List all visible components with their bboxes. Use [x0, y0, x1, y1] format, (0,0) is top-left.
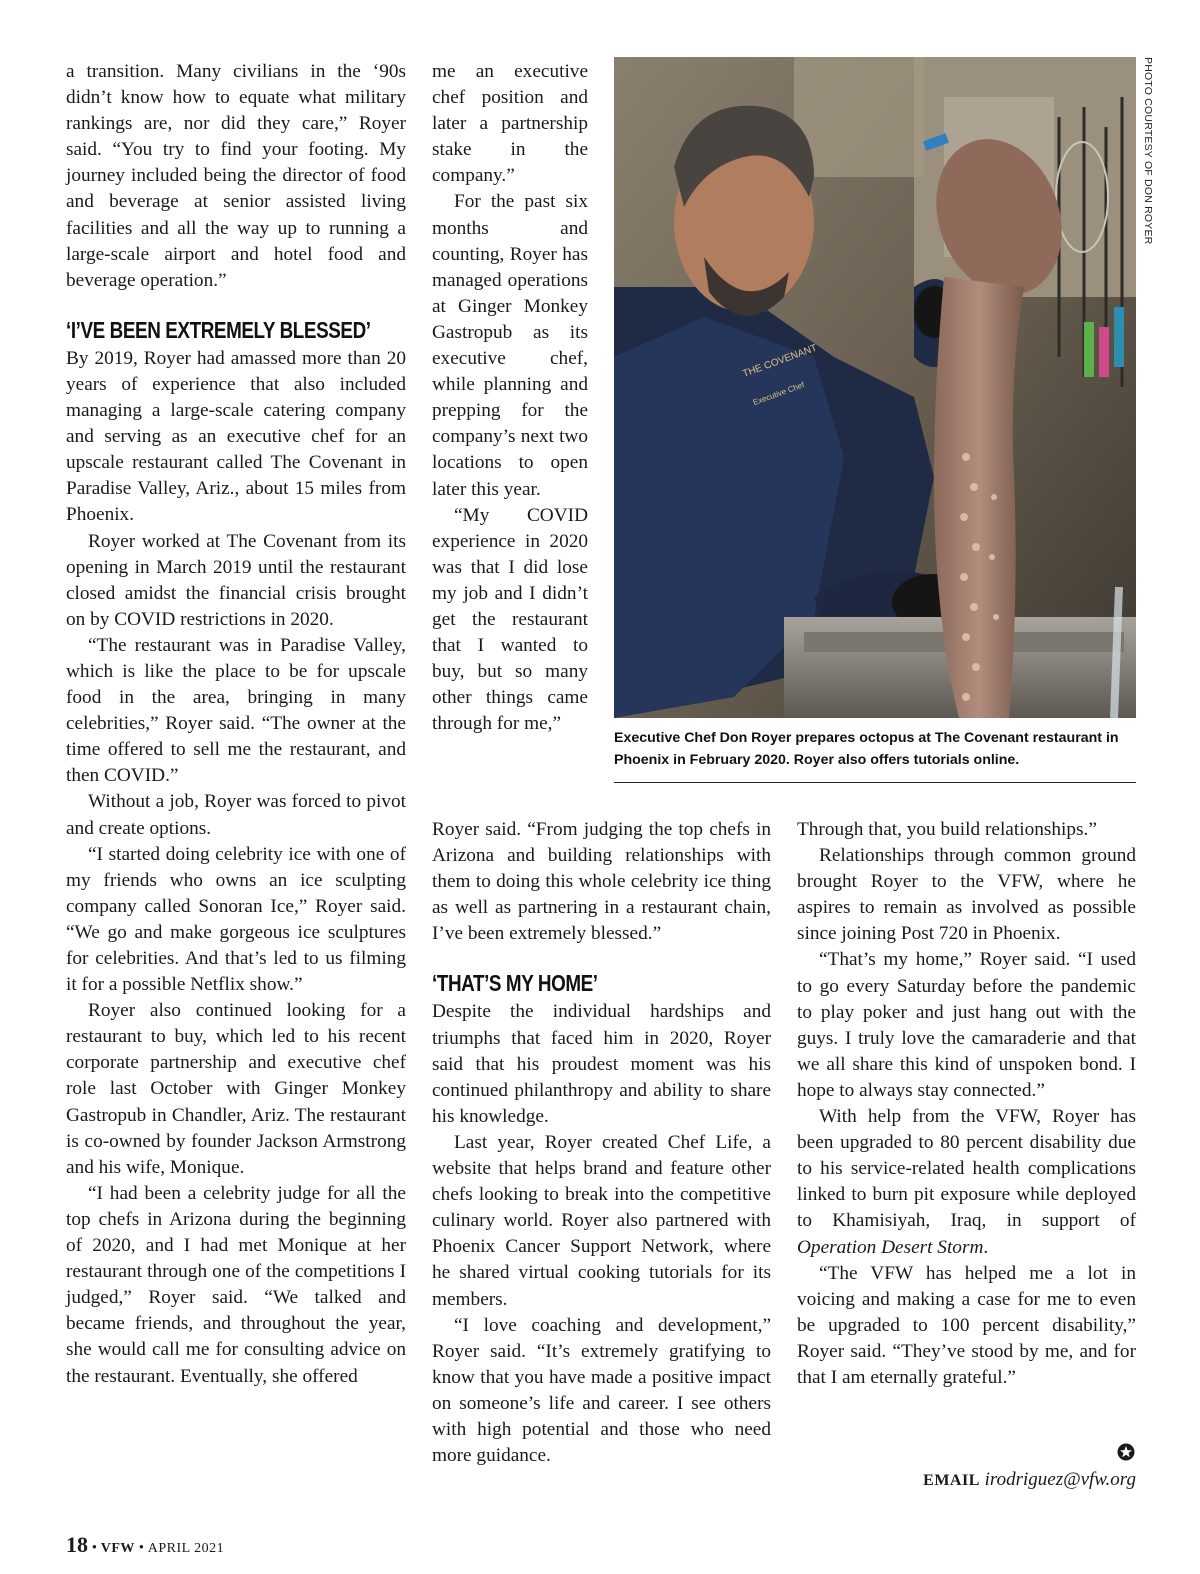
paragraph: Relationships through common ground brought Royer to the VFW, where he aspires to remain as involved as possible since joining Post 720 in Phoenix.	[797, 845, 1136, 945]
paragraph: Without a job, Royer was forced to pivot and create options.	[66, 791, 406, 839]
paragraph: For the past six months and counting, Royer has managed operations at Ginger Monkey Gastropub as its executive chef, while planning and prepping for the company’s next two locations to open later this year.	[432, 191, 588, 500]
article-column-2	[432, 59, 588, 737]
article-column-1	[66, 59, 406, 1390]
paragraph: Last year, Royer created Chef Life, a website that helps brand and feature other chefs looking to break into the competitive culinary world. Royer also partnered with Phoenix Cancer Support Network, where he shared virtual cooking tutorials for its members.	[432, 1131, 771, 1310]
paragraph: “I started doing celebrity ice with one of my friends who owns an ice sculpting company called Sonoran Ice,” Royer said. “We go and make gorgeous ice sculptures for celebrities. And that’s led to us filming it for a possible Netflix show.”	[66, 843, 406, 996]
paragraph: “I had been a celebrity judge for all the top chefs in Arizona during the beginning of 2020, and I had met Monique at her restaurant through one of the competitions I judged,” Royer said. “We talked and became friends, and throughout the year, she would call me for consulting advice on the restaurant. Eventually, she offered	[66, 1182, 406, 1387]
paragraph: “I love coaching and development,” Royer said. “It’s extremely gratifying to know that you have made a positive impact on someone’s life and career. I see others with high potential and those who need more guidance.	[432, 1314, 771, 1467]
chef-octopus-photo	[614, 57, 1136, 718]
paragraph: “The VFW has helped me a lot in voicing and making a case for me to even be upgraded to 100 percent disability,” Royer said. “They’ve stood by me, and for that I am eternally grateful.”	[797, 1262, 1136, 1388]
paragraph: Royer said. “From judging the top chefs in Arizona and building relationships with them to doing this whole celebrity ice thing as well as partnering in a restaurant chain, I’ve been extremely blessed.”	[432, 819, 771, 945]
paragraph: “The restaurant was in Paradise Valley, which is like the place to be for upscale food in the area, bringing in many celebrities,” Royer said. “The owner at the time offered to sell me the restaurant, and then COVID.”	[66, 634, 406, 787]
folio-bullet: •	[138, 1540, 144, 1556]
photo-credit: PHOTO COURTESY OF DON ROYER	[1142, 57, 1154, 245]
page-folio	[66, 1532, 224, 1558]
article-column-3	[797, 817, 1136, 1391]
author-email	[923, 1469, 1136, 1491]
paragraph: a transition. Many civilians in the ‘90s didn’t know how to equate what military rankings are, nor did they care,” Royer said. “You try to find your footing. My journey included being the director of food and beverage at senior assisted living facilities and all the way up to running a large-scale airport and hotel food and beverage operation.”	[66, 61, 406, 291]
email-label: EMAIL	[923, 1472, 980, 1489]
section-heading: ‘THAT’S MY HOME’	[432, 970, 598, 997]
paragraph: By 2019, Royer had amassed more than 20 years of experience that also included managing a large-scale catering company and serving as an executive chef for an upscale restaurant called The Covenant in Paradise Valley, Ariz., about 15 miles from Phoenix.	[66, 347, 406, 526]
folio-bullet: •	[91, 1540, 98, 1556]
paragraph: Royer worked at The Covenant from its opening in March 2019 until the restaurant closed amidst the financial crisis brought on by COVID restrictions in 2020.	[66, 530, 406, 630]
caption-divider	[614, 782, 1136, 783]
paragraph: “That’s my home,” Royer said. “I used to go every Saturday before the pandemic to play poker and just hang out with the guys. I truly love the camaraderie and that we all share this kind of unspoken bond. I hope to always stay connected.”	[797, 949, 1136, 1101]
end-mark-icon	[1117, 1443, 1135, 1461]
paragraph: me an executive chef position and later a partnership stake in the company.”	[432, 61, 588, 187]
paragraph: With help from the VFW, Royer has been upgraded to 80 percent disability due to his service-related health complications linked to burn pit exposure while deployed to Khamisiyah, Iraq, in support of Operation Desert Storm.	[797, 1106, 1136, 1258]
jacket-logo-text: THE COVENANT	[741, 342, 819, 380]
section-heading: ‘I’VE BEEN EXTREMELY BLESSED’	[66, 316, 371, 343]
article-column-2-lower	[432, 817, 771, 1469]
jacket-embroidery-text: Executive Chef	[751, 380, 806, 408]
magazine-name: VFW	[100, 1541, 135, 1556]
photo-caption: Executive Chef Don Royer prepares octopus at The Covenant restaurant in Phoenix in February 2020. Royer also offers tutorials online.	[614, 730, 1119, 768]
paragraph: Through that, you build relationships.”	[797, 819, 1097, 840]
page-number: 18	[66, 1532, 88, 1557]
email-address[interactable]: irodriguez@vfw.org	[984, 1469, 1136, 1490]
paragraph: Royer also continued looking for a restaurant to buy, which led to his recent corporate partnership and executive chef role last October with Ginger Monkey Gastropub in Chandler, Ariz. The restaurant is co-owned by founder Jackson Armstrong and his wife, Monique.	[66, 1000, 406, 1178]
paragraph: “My COVID experience in 2020 was that I did lose my job and I didn’t get the restaurant that I wanted to buy, but so many other things came through for me,”	[432, 504, 588, 735]
issue-date: APRIL 2021	[147, 1541, 225, 1556]
paragraph: Despite the individual hardships and triumphs that faced him in 2020, Royer said that his proudest moment was his continued philanthropy and ability to share his knowledge.	[432, 1001, 771, 1127]
